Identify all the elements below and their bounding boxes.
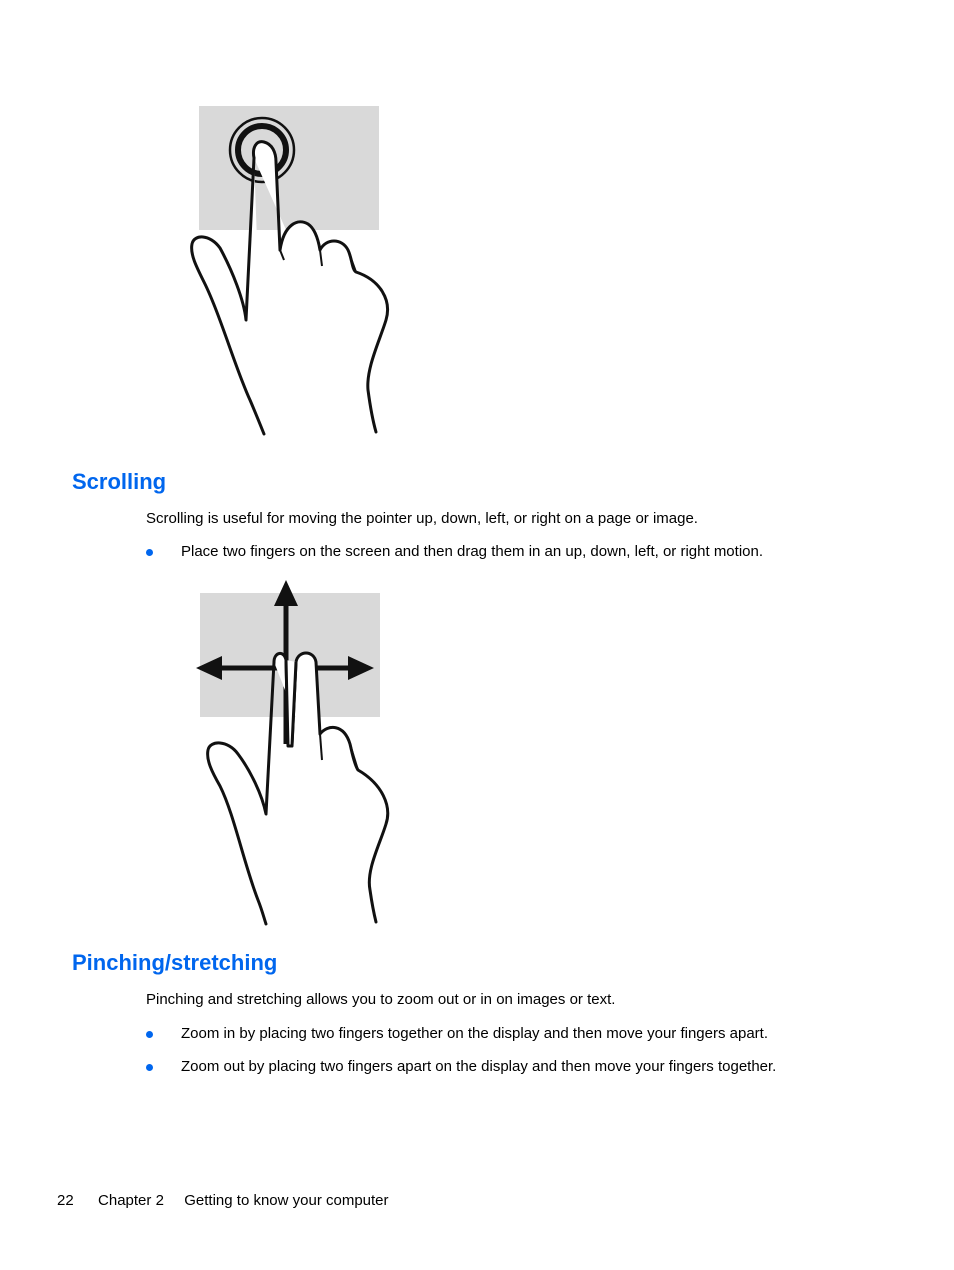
tap-gesture-icon: [180, 100, 400, 440]
page-number: 22: [57, 1192, 74, 1209]
list-item-text: Zoom out by placing two fingers apart on the display and then move your fingers together.: [181, 1058, 777, 1075]
scroll-gesture-figure: [180, 574, 400, 926]
bullet-icon: [146, 1031, 153, 1038]
scroll-gesture-icon: [180, 574, 400, 926]
bullet-icon: [146, 1064, 153, 1071]
tap-gesture-figure: [180, 100, 400, 440]
section-heading-pinching-stretching: Pinching/stretching: [72, 950, 278, 975]
page-footer: [57, 1192, 389, 1210]
scrolling-intro: Scrolling is useful for moving the pointer up, down, left, or right on a page or image.: [146, 510, 698, 527]
list-item-text: Zoom in by placing two fingers together on the display and then move your fingers apart.: [181, 1025, 768, 1042]
list-item-text: Place two fingers on the screen and then drag them in an up, down, left, or right motion.: [181, 543, 764, 560]
chapter-title: Getting to know your computer: [184, 1192, 389, 1209]
chapter-label: Chapter 2: [98, 1192, 164, 1209]
section-heading-scrolling: Scrolling: [72, 469, 167, 494]
pinching-intro: Pinching and stretching allows you to zoom out or in on images or text.: [146, 991, 616, 1008]
bullet-icon: [146, 549, 153, 556]
